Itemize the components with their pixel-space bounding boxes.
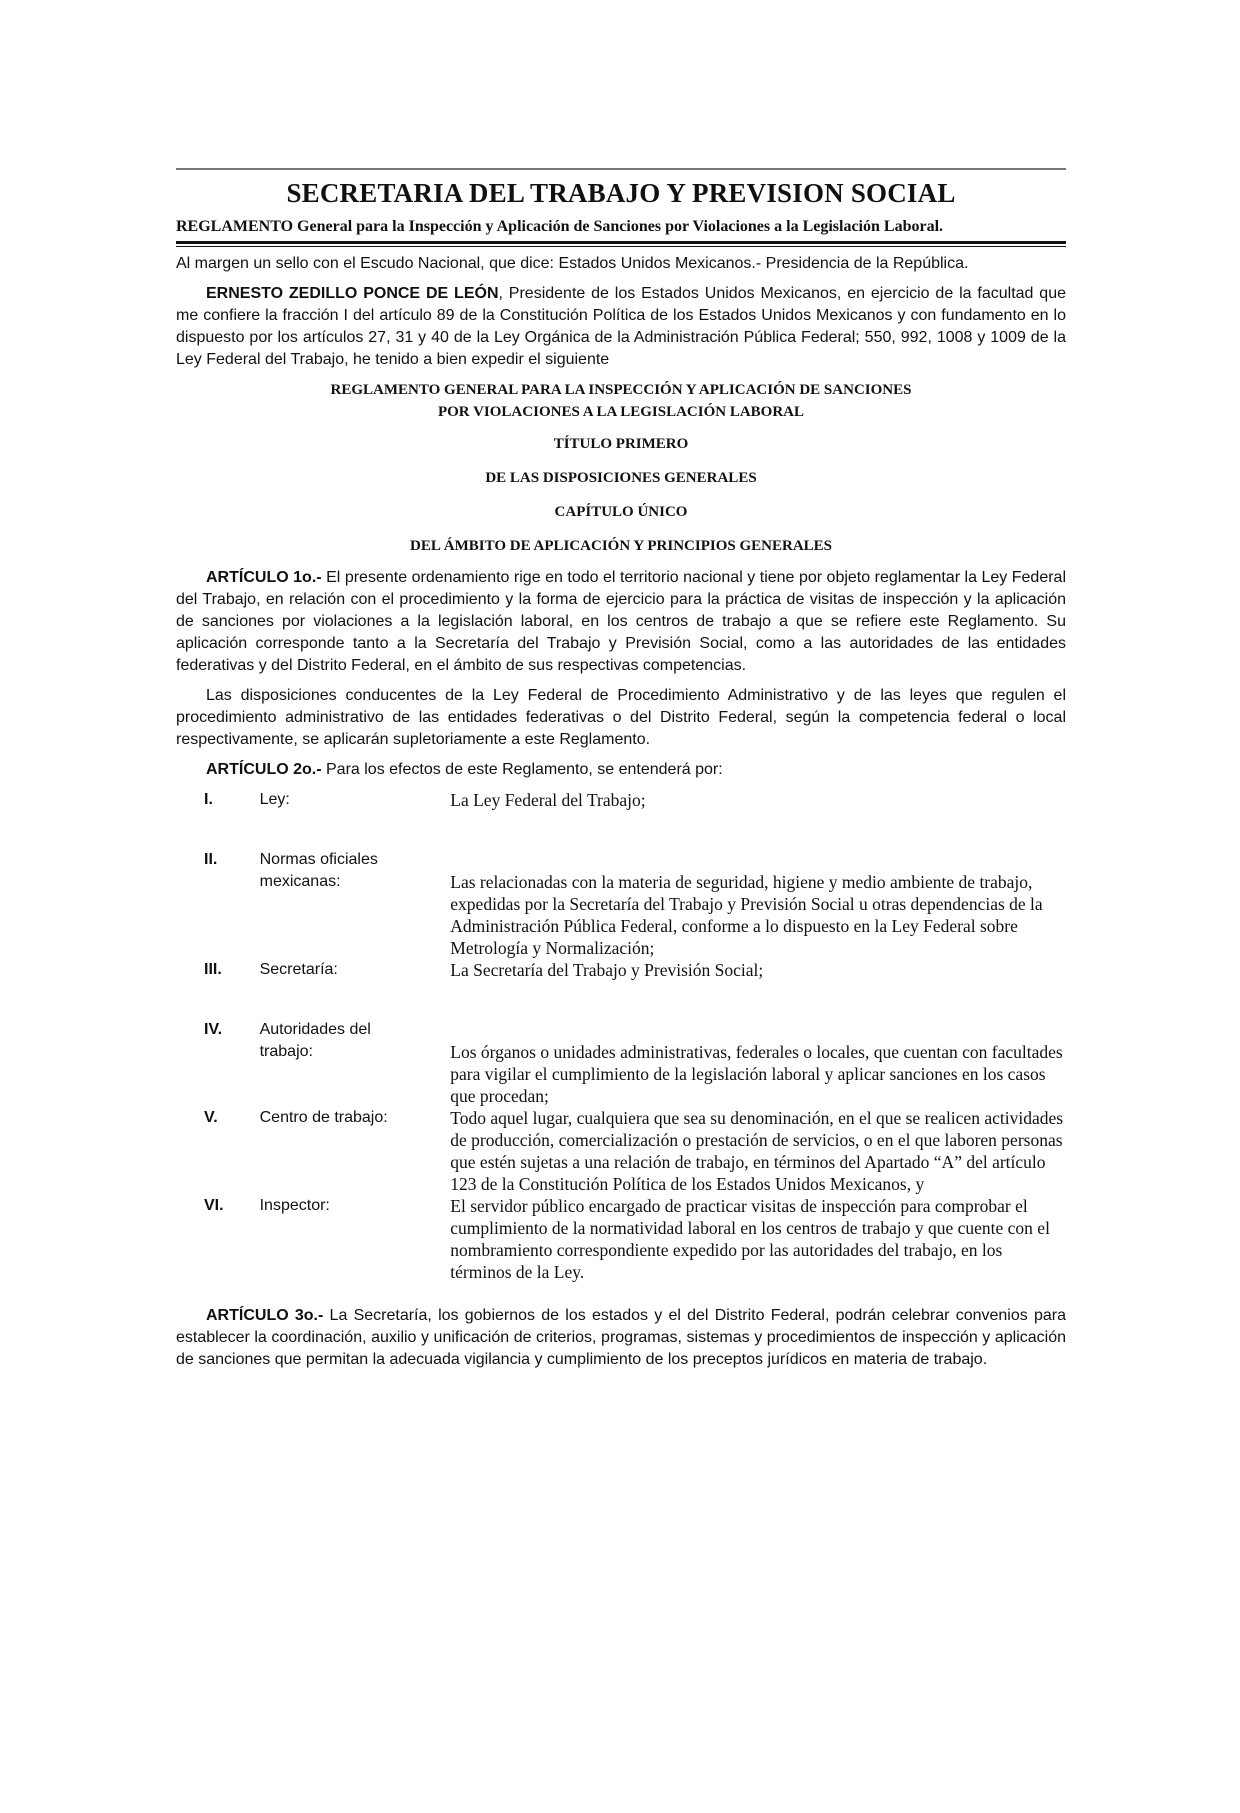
- definition-text: El servidor público encargado de practicar visitas de inspección para comprobar el cumplimiento de la normatividad laboral en los centros de trabajo y que cuente con el nombramiento correspondiente expedido por las autoridades del trabajo, en los términos de la Ley.: [450, 1196, 1050, 1282]
- definition-text: La Secretaría del Trabajo y Previsión Social;: [450, 960, 764, 980]
- article-2: [176, 759, 1066, 781]
- article-2-label: ARTÍCULO 2o.-: [206, 761, 322, 778]
- definition-term-line2: trabajo:: [259, 1043, 313, 1060]
- definition-item: [176, 789, 1066, 811]
- president-text: , Presidente de los Estados Unidos Mexicanos, en ejercicio de la facultad que me confiere la fracción I del artículo 89 de la Constitución Política de los Estados Unidos Mexicanos y con fundamento en lo dispuesto por los artículos 27, 31 y 40 de la Ley Orgánica de la Administración Pública Federal; 550, 992, 1008 y 1009 de la Ley Federal del Trabajo, he tenido a bien expedir el siguiente: [176, 285, 1066, 368]
- titulo-name-heading: DE LAS DISPOSICIONES GENERALES: [485, 470, 757, 486]
- article-3-label: ARTÍCULO 3o.-: [206, 1307, 324, 1324]
- definition-term-line1: Autoridades del: [259, 1021, 371, 1038]
- definition-term: Centro de trabajo:: [259, 1109, 388, 1126]
- capitulo-heading: CAPÍTULO ÚNICO: [554, 504, 688, 520]
- definition-term: Inspector:: [259, 1197, 330, 1214]
- definition-term-line2: mexicanas:: [259, 873, 341, 890]
- definition-item: [176, 1019, 1066, 1107]
- definition-item: [176, 959, 1066, 981]
- article-1: [176, 567, 1066, 677]
- definition-item: [176, 1107, 1066, 1195]
- regulation-heading-line1: REGLAMENTO GENERAL PARA LA INSPECCIÓN Y APLICACIÓN DE SANCIONES: [330, 382, 912, 398]
- definition-number: II.: [204, 851, 218, 868]
- definition-number: V.: [204, 1109, 218, 1126]
- definition-number: VI.: [204, 1197, 224, 1214]
- definition-text: La Ley Federal del Trabajo;: [450, 790, 646, 810]
- department-title: SECRETARIA DEL TRABAJO Y PREVISION SOCIAL: [286, 178, 956, 208]
- definition-text: Los órganos o unidades administrativas, federales o locales, que cuentan con facultades para vigilar el cumplimiento de la legislación laboral y aplicar sanciones en los casos que procedan;: [450, 1042, 1063, 1106]
- seal-paragraph: Al margen un sello con el Escudo Nacional, que dice: Estados Unidos Mexicanos.- Presidencia de la República.: [176, 255, 969, 272]
- article-3: [176, 1305, 1066, 1371]
- double-rule: [176, 241, 1066, 247]
- definition-item: [176, 849, 1066, 959]
- top-rule: [176, 168, 1066, 170]
- definition-term-line1: Normas oficiales: [259, 851, 378, 868]
- definition-term: [260, 1019, 451, 1063]
- definition-term: Ley:: [259, 791, 290, 808]
- definitions-list: [176, 789, 1066, 1283]
- document-page: [176, 168, 1066, 1379]
- definition-number: IV.: [204, 1021, 223, 1038]
- definition-number: I.: [204, 791, 213, 808]
- titulo-heading: TÍTULO PRIMERO: [553, 436, 689, 452]
- article-3-text: La Secretaría, los gobiernos de los estados y el del Distrito Federal, podrán celebrar convenios para establecer la coordinación, auxilio y unificación de criterios, programas, sistemas y procedimientos de inspección y aplicación de sanciones que permitan la adecuada vigilancia y cumplimiento de los preceptos jurídicos en materia de trabajo.: [176, 1307, 1066, 1368]
- definition-text: Todo aquel lugar, cualquiera que sea su denominación, en el que se realicen actividades de producción, comercialización o prestación de servicios, o en el que laboren personas que estén sujetas a una relación de trabajo, en términos del Apartado “A” del artículo 123 de la Constitución Política de los Estados Unidos Mexicanos, y: [450, 1108, 1064, 1194]
- definition-text: Las relacionadas con la materia de seguridad, higiene y medio ambiente de trabajo, expedidas por la Secretaría del Trabajo y Previsión Social u otras dependencias de la Administración Pública Federal, conforme a lo dispuesto en la Ley Federal sobre Metrología y Normalización;: [450, 872, 1043, 958]
- definition-number: III.: [204, 961, 222, 978]
- president-name: ERNESTO ZEDILLO PONCE DE LEÓN: [206, 285, 499, 302]
- regulation-heading: [176, 379, 1066, 423]
- article-1-label: ARTÍCULO 1o.-: [206, 569, 322, 586]
- article-2-text: Para los efectos de este Reglamento, se entenderá por:: [321, 761, 723, 778]
- capitulo-name-heading: DEL ÁMBITO DE APLICACIÓN Y PRINCIPIOS GENERALES: [409, 538, 833, 554]
- article-1-paragraph-2: Las disposiciones conducentes de la Ley Federal de Procedimiento Administrativo y de las leyes que regulen el procedimiento administrativo de las entidades federativas o del Distrito Federal, según la competencia federal o local respectivamente, se aplicarán supletoriamente a este Reglamento.: [176, 687, 1066, 748]
- regulation-title: REGLAMENTO General para la Inspección y Aplicación de Sanciones por Violaciones a la Legislación Laboral.: [176, 218, 944, 235]
- article-1-text: El presente ordenamiento rige en todo el territorio nacional y tiene por objeto reglamentar la Ley Federal del Trabajo, en relación con el procedimiento y la forma de ejercicio para la práctica de visitas de inspección y la aplicación de sanciones por violaciones a la legislación laboral, en los centros de trabajo a que se refiere este Reglamento. Su aplicación corresponde tanto a la Secretaría del Trabajo y Previsión Social, como a las autoridades de las entidades federativas y del Distrito Federal, en el ámbito de sus respectivas competencias.: [176, 569, 1067, 674]
- president-paragraph: [176, 283, 1066, 371]
- regulation-heading-line2: POR VIOLACIONES A LA LEGISLACIÓN LABORAL: [437, 404, 805, 420]
- definition-item: [176, 1195, 1066, 1283]
- definition-term: [260, 849, 451, 893]
- definition-term: Secretaría:: [259, 961, 338, 978]
